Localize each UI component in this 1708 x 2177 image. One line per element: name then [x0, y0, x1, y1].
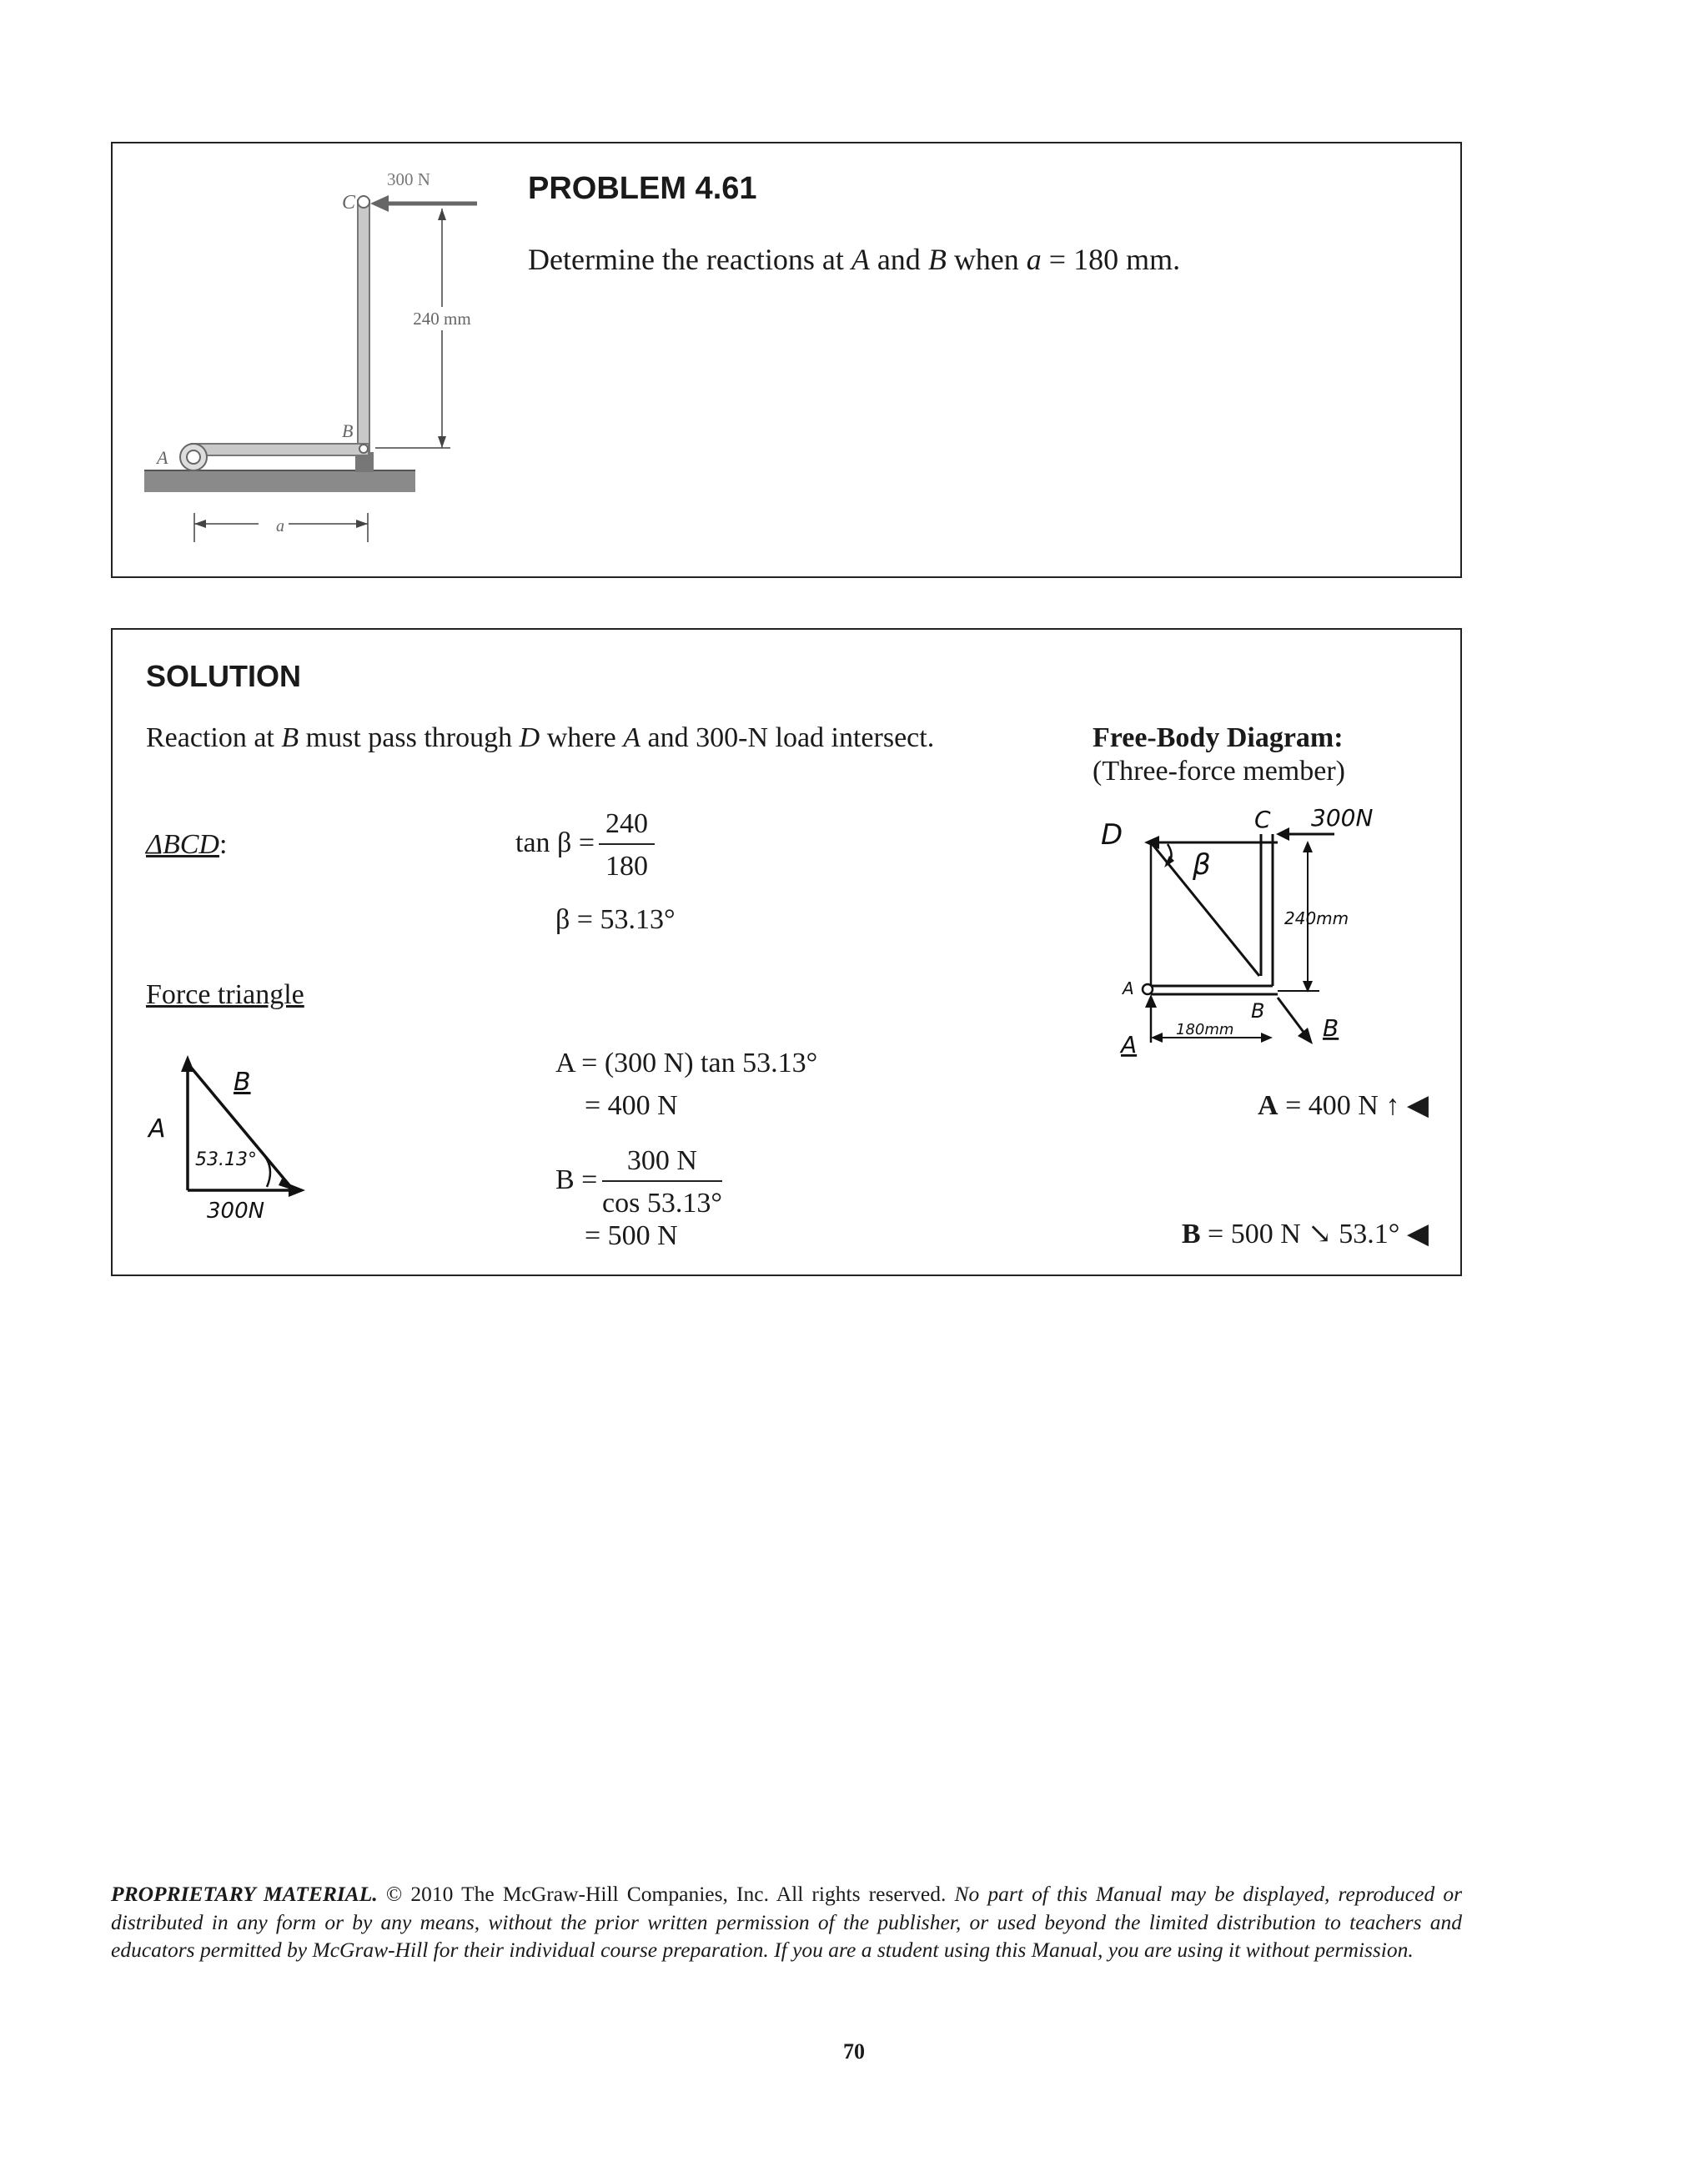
fbd-sketch [1093, 801, 1393, 1068]
solution-intro: Reaction at B must pass through D where A and 300-N load intersect. [146, 722, 935, 753]
sketch-load-label: 300N [207, 1199, 265, 1224]
b-equation-result: = 500 N [585, 1220, 678, 1251]
force-triangle-label: Force triangle [146, 979, 304, 1010]
fbd-subtitle: (Three-force member) [1093, 756, 1345, 787]
sketch-angle-label: 53.13° [195, 1149, 257, 1170]
fbd-beta-label: β [1193, 848, 1211, 882]
fbd-title: Free-Body Diagram: [1093, 722, 1344, 753]
tan-beta-prefix: tan β = [515, 827, 595, 858]
vertical-member [358, 200, 369, 454]
a-label: A [157, 447, 168, 468]
force-triangle-sketch [142, 1047, 325, 1230]
page-number: 70 [843, 2039, 865, 2064]
answer-b: B = 500 N ↘ 53.1° ◀ [1181, 1219, 1429, 1249]
b-equation-fraction: $\frac{300 N}{\cos 53.13^\circ}$ [602, 1145, 722, 1219]
c-label: C [342, 192, 356, 214]
problem-title: PROBLEM 4.61 [528, 171, 757, 206]
beta-result: β = 53.13° [555, 904, 676, 935]
dim-a-label: a [276, 517, 284, 535]
proprietary-footer: PROPRIETARY MATERIAL. © 2010 The McGraw-Hill Companies, Inc. All rights reserved. No part of this Manual may be displayed, reproduced or distributed in any form or by any means, without the prior written permission of the publisher, or used beyond the limited distribution to teachers and educators permitted by McGraw-Hill for their individual course preparation. If you are a student using this Manual, you are using it without permission. [111, 1882, 1463, 1962]
b-equation-prefix: B = [555, 1164, 598, 1195]
a-equation-line2: = 400 N [585, 1090, 678, 1121]
fbd-b-force-label: B [1323, 1014, 1339, 1042]
problem-statement: Determine the reactions at A and B when a = 180 mm. [528, 243, 1181, 276]
b-label: B [342, 420, 354, 441]
fbd-b-point-label: B [1251, 999, 1265, 1023]
a-equation-line1: A = (300 N) tan 53.13° [555, 1048, 818, 1078]
fbd-a-force-label: A [1121, 1031, 1138, 1058]
tan-beta-fraction: $\frac{240}{180}$ [599, 807, 655, 882]
fbd-d-label: D [1101, 818, 1123, 852]
floor [144, 470, 415, 492]
horizontal-member [192, 444, 369, 455]
answer-a: A = 400 N ↑ ◀ [1258, 1090, 1429, 1121]
sketch-a-label: A [148, 1114, 166, 1144]
solution-title: SOLUTION [146, 659, 301, 693]
fbd-a-point-label: A [1123, 978, 1134, 998]
fbd-c-label: C [1254, 806, 1271, 833]
sketch-b-label: B [234, 1068, 251, 1097]
fbd-width-label: 180mm [1176, 1021, 1234, 1038]
direction-arrow-icon: ↘ [1308, 1219, 1332, 1249]
fbd-height-label: 240mm [1284, 908, 1349, 928]
problem-figure [133, 158, 500, 559]
fbd-load-label: 300N [1311, 804, 1374, 832]
load-label: 300 N [387, 169, 430, 189]
height-label: 240 mm [413, 309, 471, 329]
triangle-bcd-label: ΔBCD: [146, 829, 228, 860]
